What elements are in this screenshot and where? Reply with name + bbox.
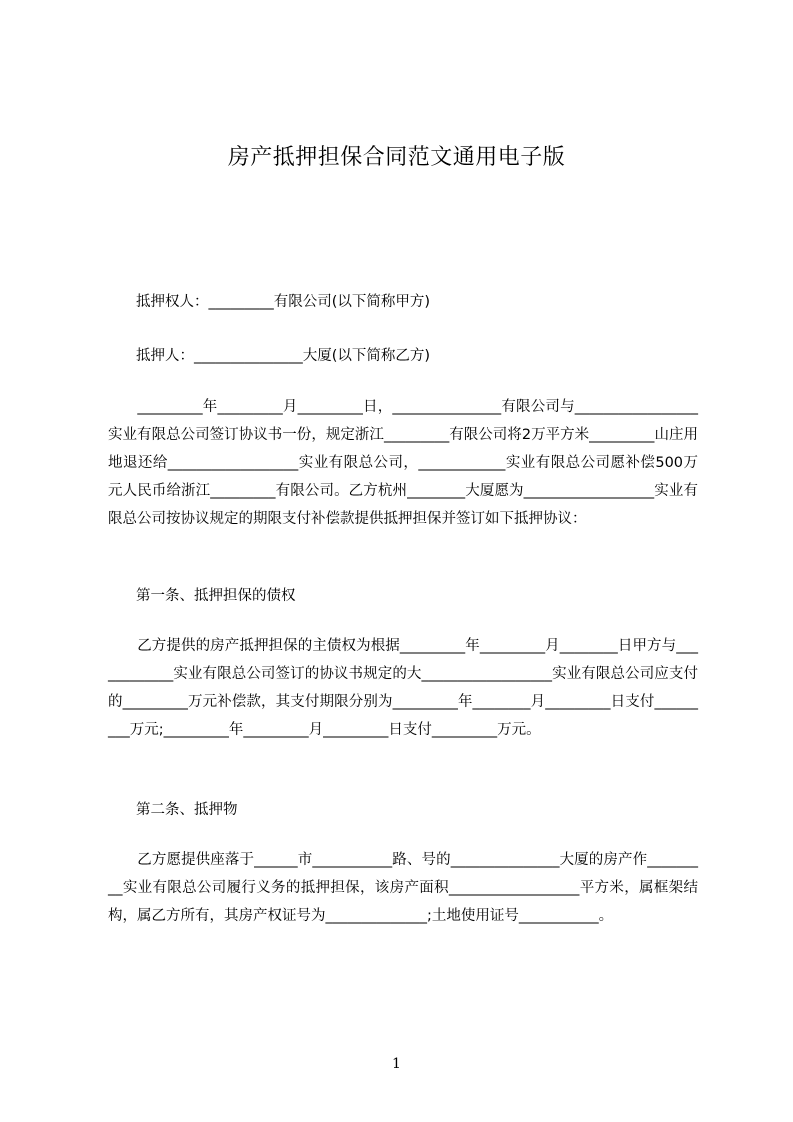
article-1-body: 乙方提供的房产抵押担保的主债权为根据_________年_________月________日甲方与____________实业有限总公司签订的协议书规定的大__________________实业有限总公司应支付的_________万元补偿款，其支付期限分别为_________年________月_________日支付_________万元;_________年_________月_________日支付_________万元。 (108, 638, 698, 738)
article-2-heading: 第二条、抵押物 (136, 802, 238, 818)
mortgagee-line: 抵押权人：_________有限公司(以下简称甲方) (136, 294, 431, 310)
page-number: 1 (392, 1056, 401, 1072)
intro-paragraph: _________年_________月_________日，_______________有限公司与_________________实业有限总公司签订协议书一份，规定浙江_________有限公司将2万平方米_________山庄用地退还给__________________实业有限总公司，____________实业有限总公司愿补偿500万元人民币给浙江_________有限公司。乙方杭州________大厦愿为__________________实业有限总公司按协议规定的期限支付补偿款提供抵押担保并签订如下抵押协议： (108, 399, 698, 527)
document-title: 房产抵押担保合同范文通用电子版 (227, 145, 566, 170)
article-2-body: 乙方愿提供座落于______市___________路、号的_______________大厦的房产作_________实业有限总公司履行义务的抵押担保，该房产面积__________________平方米，属框架结构，属乙方所有，其房产权证号为______________;土地使用证号___________。 (108, 852, 698, 924)
mortgagor-line: 抵押人：_______________大厦(以下简称乙方) (136, 348, 431, 364)
article-1-heading: 第一条、抵押担保的债权 (136, 588, 296, 604)
